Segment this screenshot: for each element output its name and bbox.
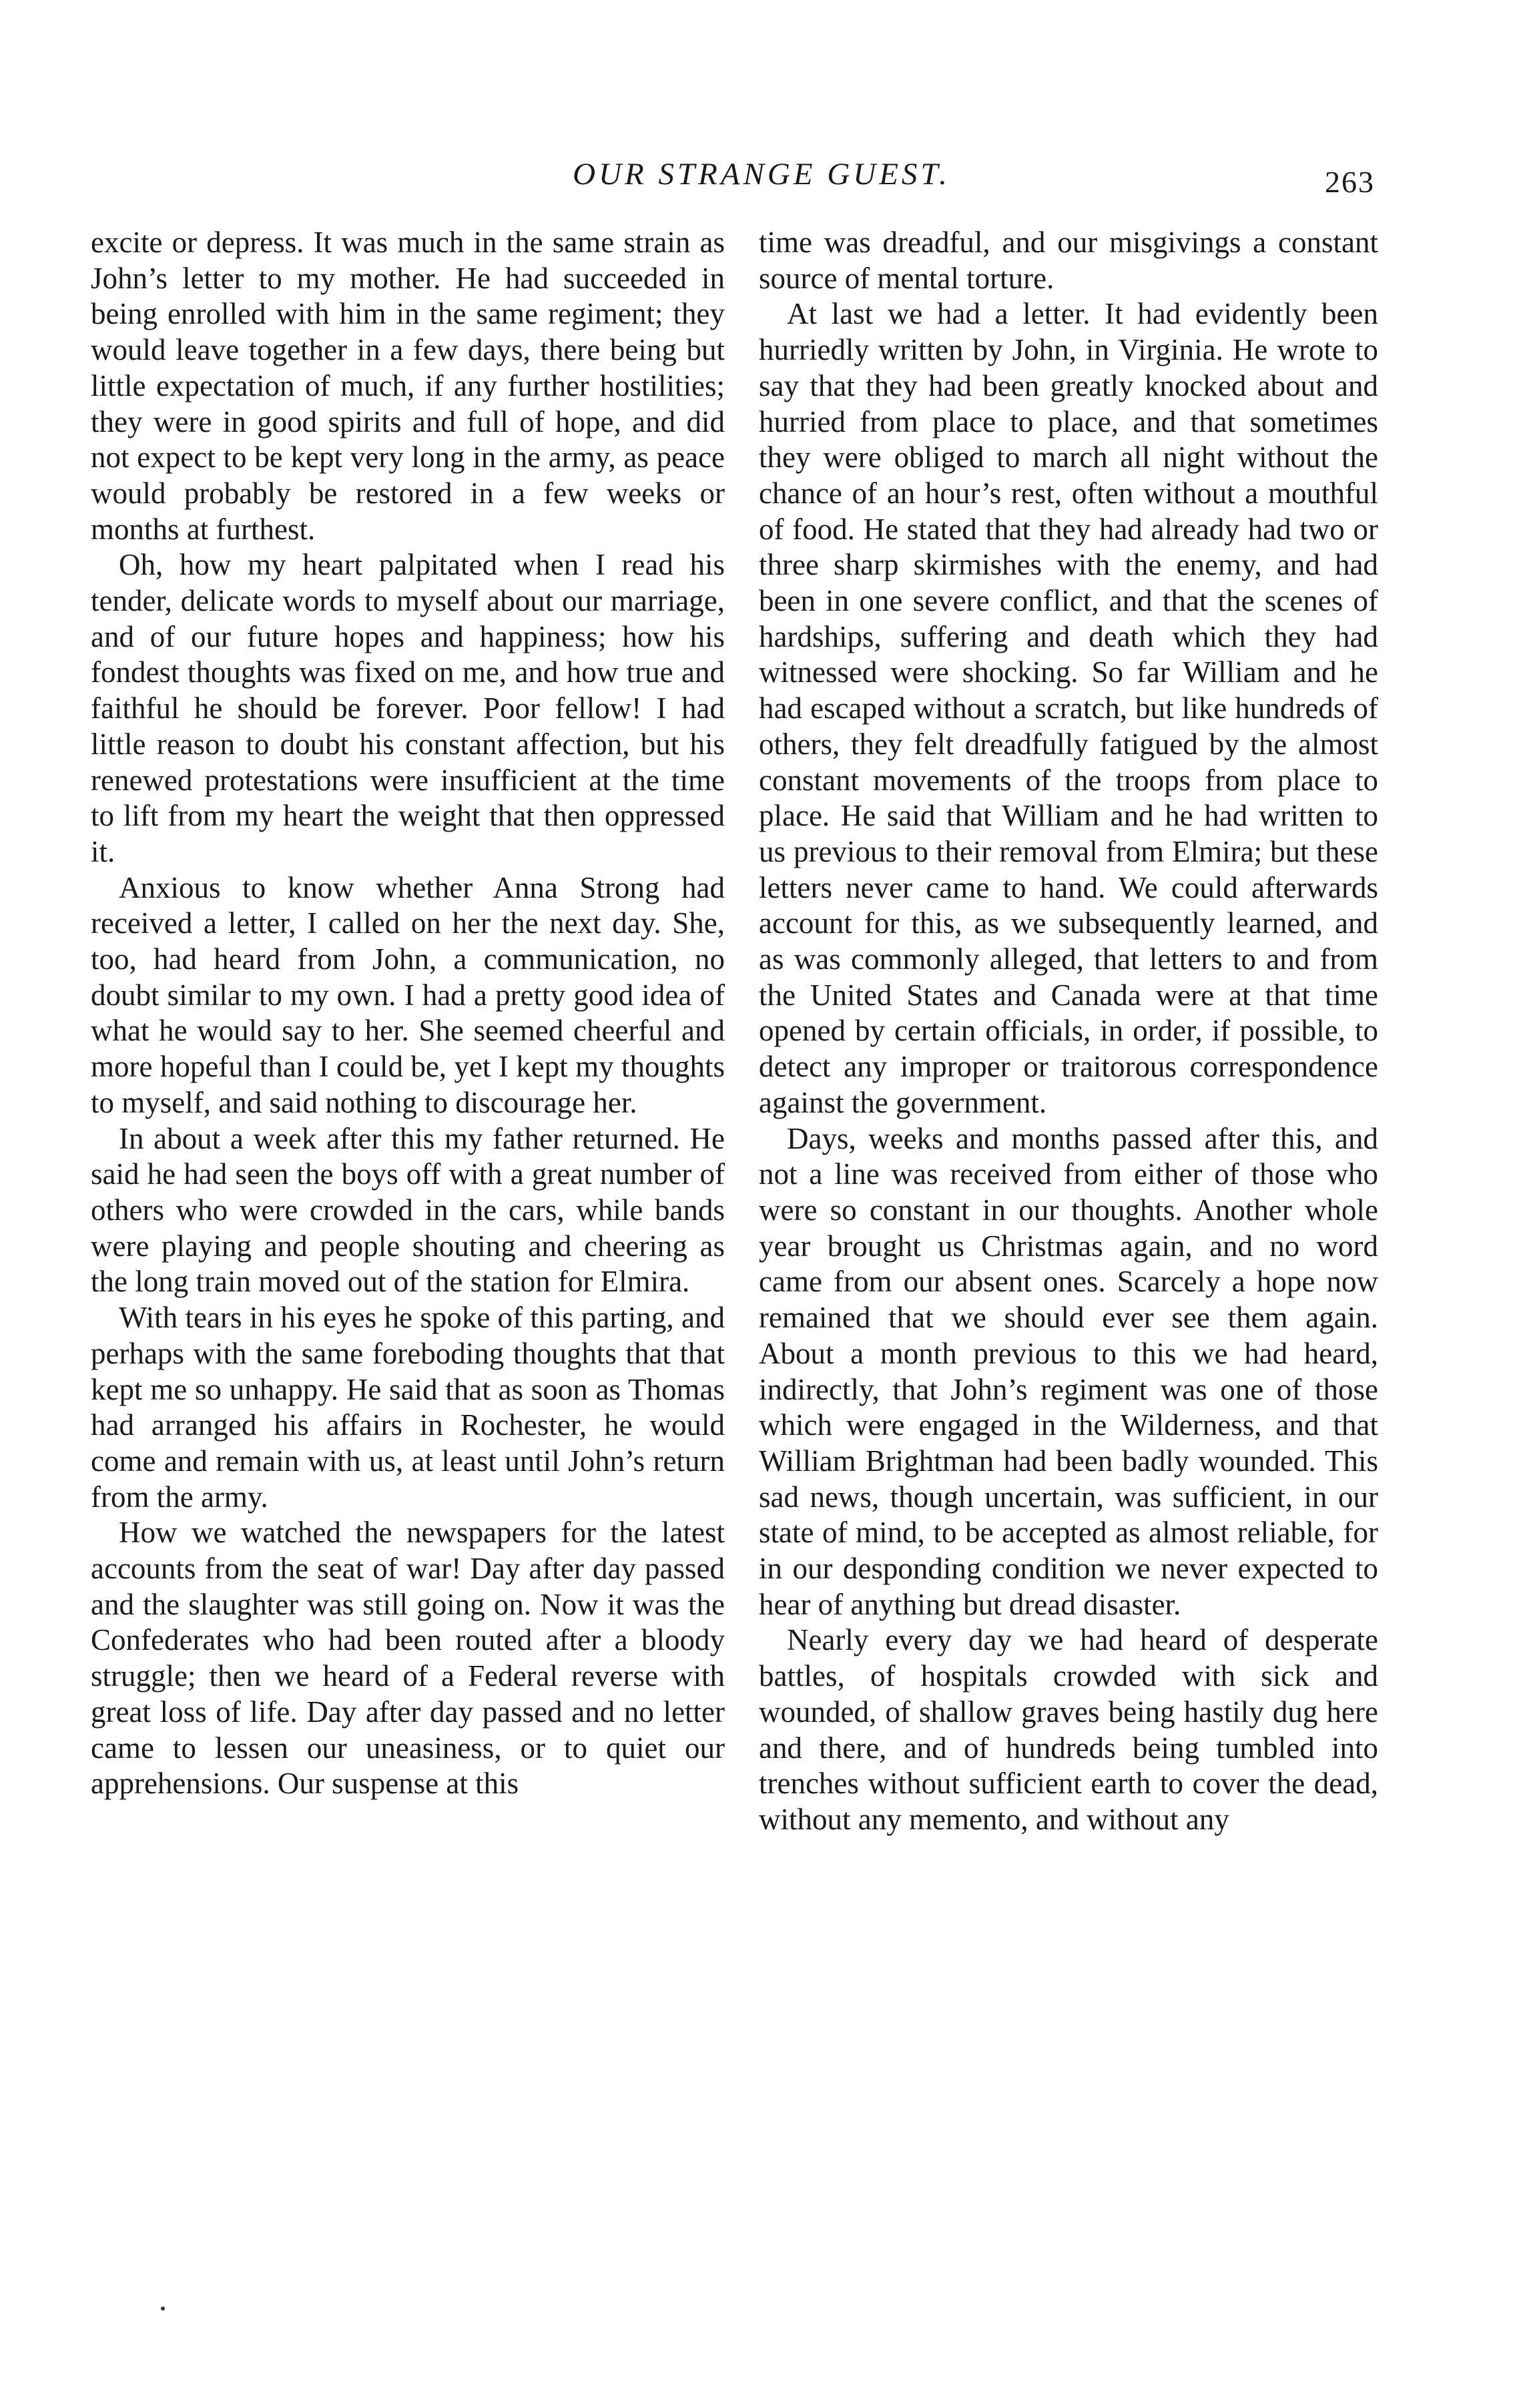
left-column [91,225,725,1802]
paragraph: In about a week after this my father returned. He said he had seen the boys off with a great number of others who were crowded in the cars, while bands were playing and people shouting and cheering as the long train moved out of the station for Elmira. [91,1121,725,1299]
paragraph: time was dreadful, and our misgivings a constant source of mental torture. [759,226,1378,295]
running-title: OUR STRANGE GUEST. [573,157,950,192]
paragraph: At last we had a letter. It had evidently been hurriedly written by John, in Virginia. He wrote to say that they had been greatly knocked about and hurried from place to place, and that sometimes they were obliged to march all night without the chance of an hour’s rest, often without a mouthful of food. He stated that they had already had two or three sharp skirmishes with the enemy, and had been in one severe conflict, and that the scenes of hardships, suffering and death which they had witnessed were shocking. So far William and he had escaped without a scratch, but like hundreds of others, they felt dreadfully fatigued by the almost constant movements of the troops from place to place. He said that William and he had written to us previous to their removal from Elmira; but these letters never came to hand. We could afterwards account for this, as we subsequently learned, and as was commonly alleged, that letters to and from the United States and Canada were at that time opened by certain officials, in order, if possible, to detect any improper or traitorous correspondence against the government. [759,297,1378,1119]
printer-dot [161,2307,165,2311]
page-number: 263 [1325,165,1375,199]
paragraph: With tears in his eyes he spoke of this parting, and perhaps with the same foreboding thoughts that that kept me so unhappy. He said that as soon as Thomas had arranged his affairs in Rochester, he would come and remain with us, at least until John’s return from the army. [91,1301,725,1514]
paragraph: How we watched the newspapers for the latest accounts from the seat of war! Day after day passed and the slaughter was still going on. Now it was the Confederates who had been routed after a bloody struggle; then we heard of a Federal reverse with great loss of life. Day after day passed and no letter came to lessen our uneasiness, or to quiet our apprehensions. Our suspense at this [91,1516,725,1801]
right-column [759,225,1378,1838]
paragraph: Oh, how my heart palpitated when I read his tender, delicate words to myself about our marriage, and of our future hopes and happiness; how his fondest thoughts was fixed on me, and how true and faithful he should be forever. Poor fellow! I had little reason to doubt his constant affection, but his renewed protestations were insufficient at the time to lift from my heart the weight that then oppressed it. [91,548,725,868]
paragraph: Anxious to know whether Anna Strong had received a letter, I called on her the next day. She, too, had heard from John, a communication, no doubt similar to my own. I had a pretty good idea of what he would say to her. She seemed cheerful and more hopeful than I could be, yet I kept my thoughts to myself, and said nothing to discourage her. [91,870,725,1119]
page-header [0,156,1523,203]
paragraph: excite or depress. It was much in the same strain as John’s letter to my mother. He had succeeded in being enrolled with him in the same regiment; they would leave together in a few days, there being but little expectation of much, if any further hostilities; they were in good spirits and full of hope, and did not expect to be kept very long in the army, as peace would probably be restored in a few weeks or months at furthest. [91,226,725,546]
paragraph: Nearly every day we had heard of desperate battles, of hospitals crowded with sick and wounded, of shallow graves being hastily dug here and there, and of hundreds being tumbled into trenches without sufficient earth to cover the dead, without any memento, and without any [759,1623,1378,1836]
paragraph: Days, weeks and months passed after this, and not a line was received from either of those who were so constant in our thoughts. Another whole year brought us Christmas again, and no word came from our absent ones. Scarcely a hope now remained that we should ever see them again. About a month previous to this we had heard, indirectly, that John’s regiment was one of those which were engaged in the Wilderness, and that William Brightman had been badly wounded. This sad news, though uncertain, was sufficient, in our state of mind, to be accepted as almost reliable, for in our desponding condition we never expected to hear of anything but dread disaster. [759,1121,1378,1621]
